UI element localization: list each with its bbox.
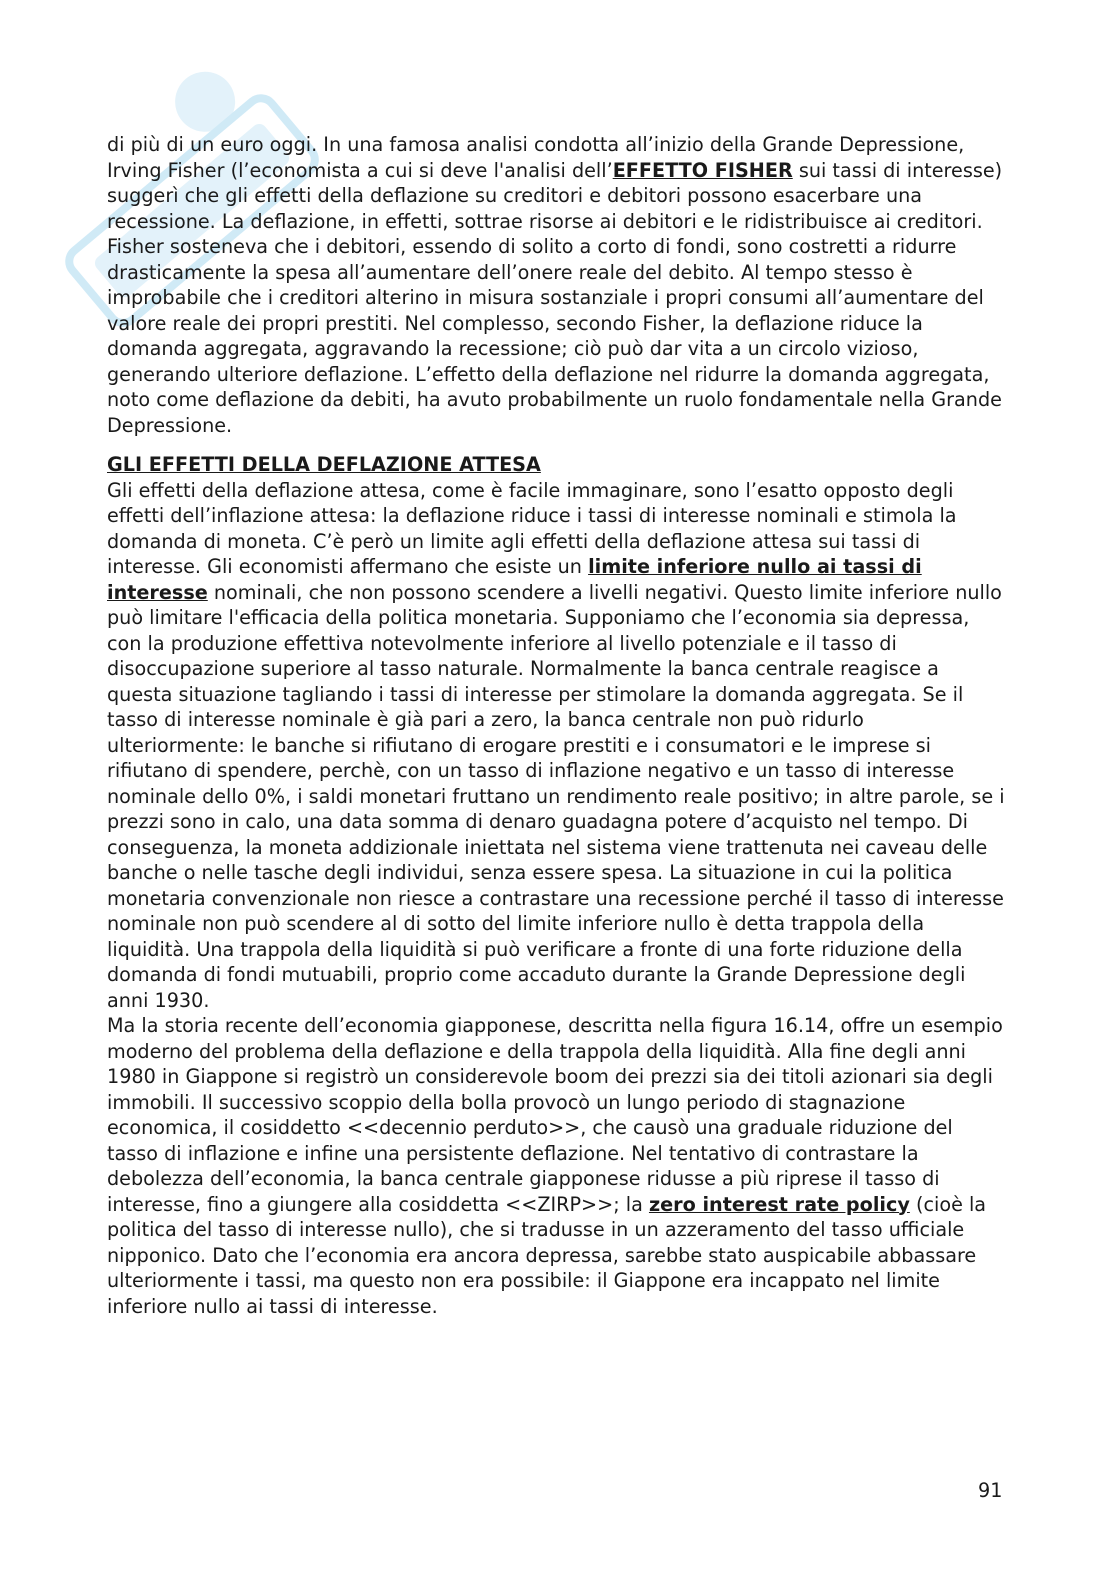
paragraph-text: di più di un euro oggi. In una famosa analisi condotta all’inizio della Grande Depressione, Irving Fisher (l’economista a cui si deve l'analisi dell’ — [107, 133, 965, 182]
paragraph-deflazione-attesa — [107, 478, 1007, 1014]
paragraph-text: Gli effetti della deflazione attesa, come è facile immaginare, sono l’esatto opposto degli effetti dell’inflazione attesa: la deflazione riduce i tassi di interesse nominali e stimola la domanda di moneta. C’è però un limite agli effetti della deflazione attesa sui tassi di interesse. Gli economisti affermano che esiste un — [107, 478, 957, 578]
document-body — [107, 132, 1007, 1319]
paragraph-text: nominali, che non possono scendere a livelli negativi. Questo limite inferiore nullo può limitare l'efficacia della politica monetaria. Supponiamo che l’economia sia depressa, con la produzione effettiva notevolmente inferiore al livello potenziale e il tasso di disoccupazione superiore al tasso naturale. Normalmente la banca centrale reagisce a questa situazione tagliando i tassi di interesse per stimolare la domanda aggregata. Se il tasso di interesse nominale è già pari a zero, la banca centrale non può ridurlo ulteriormente: le banche si rifiutano di erogare prestiti e i consumatori e le imprese si rifiutano di spendere, perchè, con un tasso di inflazione negativo e un tasso di interesse nominale dello 0%, i saldi monetari fruttano un rendimento reale positivo; in altre parole, se i prezzi sono in calo, una data somma di denaro guadagna potere d’acquisto nel tempo. Di conseguenza, la moneta addizionale iniettata nel sistema viene trattenuta nei caveau delle banche o nelle tasche degli individui, senza essere spesa. La situazione in cui la politica monetaria convenzionale non riesce a contrastare una recessione perché il tasso di interesse nominale non può scendere al di sotto del limite inferiore nullo è detta trappola della liquidità. Una trappola della liquidità si può verificare a fronte di una forte riduzione della domanda di fondi mutuabili, proprio come accaduto durante la Grande Depressione degli anni 1930. — [107, 580, 1005, 1012]
paragraph-giappone — [107, 1013, 1007, 1319]
key-term-limite-inferiore: limite inferiore nullo ai tassi di interesse — [107, 555, 922, 604]
paragraph-text: Ma la storia recente dell’economia giapponese, descritta nella figura 16.14, offre un esempio moderno del problema della deflazione e della trappola della liquidità. Alla fine degli anni 1980 in Giappone si registrò un considerevole boom dei prezzi sia dei titoli azionari sia degli immobili. Il successivo scoppio della bolla provocò un lungo periodo di stagnazione economica, il cosiddetto <<decennio perduto>>, che causò una graduale riduzione del tasso di inflazione e infine una persistente deflazione. Nel tentativo di contrastare la debolezza dell’economia, la banca centrale giapponese ridusse a più riprese il tasso di interesse, fino a giungere alla cosiddetta <<ZIRP>>; la — [107, 1014, 1003, 1216]
page-number: 91 — [978, 1479, 1003, 1502]
paragraph-text: (cioè la politica del tasso di interesse nullo), che si tradusse in un azzeramento del tasso ufficiale nipponico. Dato che l’economia era ancora depressa, sarebbe stato auspicabile abbassare ulteriormente i tassi, ma questo non era possibile: il Giappone era incappato nel limite inferiore nullo ai tassi di interesse. — [107, 1192, 987, 1318]
key-term-zirp: zero interest rate policy — [648, 1192, 910, 1216]
paragraph-fisher — [107, 132, 1007, 438]
section-heading: GLI EFFETTI DELLA DEFLAZIONE ATTESA — [107, 453, 541, 476]
paragraph-text: sui tassi di interesse) suggerì che gli effetti della deflazione su creditori e debitori possono esacerbare una recessione. La deflazione, in effetti, sottrae risorse ai debitori e le ridistribuisce ai creditori. Fisher sosteneva che i debitori, essendo di solito a corto di fondi, sono costretti a ridurre drasticamente la spesa all’aumentare dell’onere reale del debito. Al tempo stesso è improbabile che i creditori alterino in misura sostanziale i propri consumi all’aumentare del valore reale dei propri prestiti. Nel complesso, secondo Fisher, la deflazione riduce la domanda aggregata, aggravando la recessione; ciò può dar vita a un circolo vizioso, generando ulteriore deflazione. L’effetto della deflazione nel ridurre la domanda aggregata, noto come deflazione da debiti, ha avuto probabilmente un ruolo fondamentale nella Grande Depressione. — [107, 158, 1003, 437]
key-term-effetto-fisher: EFFETTO FISHER — [612, 158, 793, 182]
